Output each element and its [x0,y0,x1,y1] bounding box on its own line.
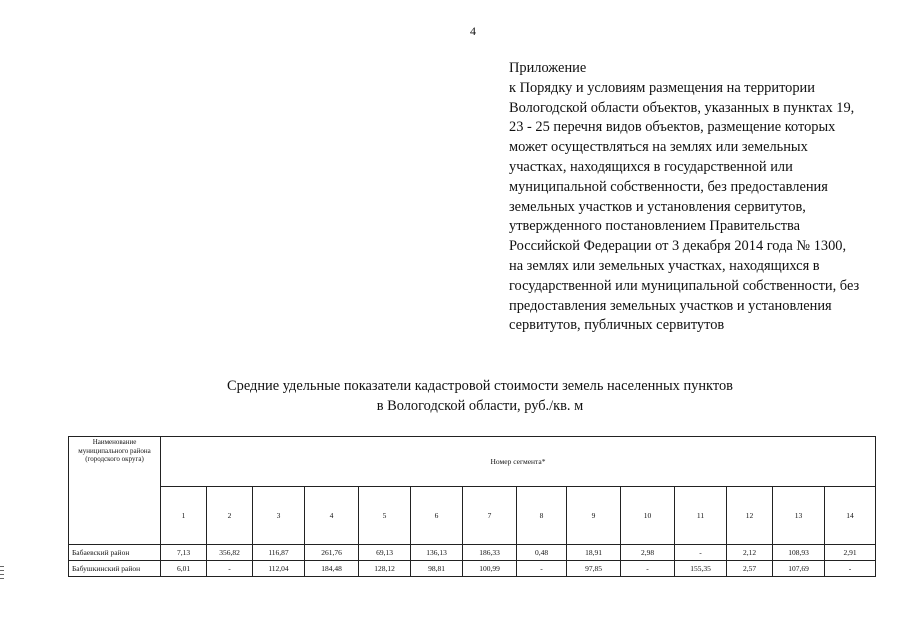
segment-number: 5 [359,487,411,545]
segment-number: 13 [773,487,825,545]
title-line: Средние удельные показатели кадастровой стоимости земель населенных пунктов [227,378,733,394]
scan-mark [0,566,4,567]
segment-number: 8 [517,487,567,545]
appendix-line: к Порядку и условиям размещения на территории [509,79,815,96]
segment-number: 2 [207,487,253,545]
appendix-line: утвержденного постановлением Правительства [509,218,800,235]
table-cell: - [675,545,727,561]
scan-mark [0,578,4,579]
appendix-line: сервитутов, публичных сервитутов [509,317,725,334]
table-cell: 100,99 [463,561,517,577]
table-cell: 18,91 [567,545,621,561]
header-row [69,437,876,487]
appendix-line: Приложение [509,60,587,76]
table-cell: 186,33 [463,545,517,561]
table-cell: 107,69 [773,561,825,577]
table-cell: 184,48 [305,561,359,577]
segment-number: 10 [621,487,675,545]
district-name-header: Наименование муниципального района (городского округа) [69,437,161,545]
appendix-line: муниципальной собственности, без предоставления [509,178,828,195]
table-cell: 2,12 [727,545,773,561]
district-name: Бабушкинский район [69,561,161,577]
table-cell: 112,04 [253,561,305,577]
page-number: 4 [470,24,476,38]
appendix-line: 23 - 25 перечня видов объектов, размещение которых [509,119,836,136]
table-cell: 98,81 [411,561,463,577]
title-line: в Вологодской области, руб./кв. м [376,398,584,414]
segment-number: 7 [463,487,517,545]
table-cell: 0,48 [517,545,567,561]
appendix-line: Российской Федерации от 3 декабря 2014 года № 1300, [509,238,847,255]
table-cell: 2,91 [825,545,876,561]
segment-number: 4 [305,487,359,545]
scan-mark [0,574,4,575]
segment-numbers-row [69,487,876,545]
segment-number: 14 [825,487,876,545]
document-title [150,376,810,416]
segment-number: 1 [161,487,207,545]
appendix-line: может осуществляться на землях или земельных [509,139,808,156]
segment-number: 12 [727,487,773,545]
table-cell: 136,13 [411,545,463,561]
scan-margin-marks [0,566,4,586]
table-cell: 69,13 [359,545,411,561]
appendix-block [509,59,894,336]
table-cell: - [621,561,675,577]
table-cell: 261,76 [305,545,359,561]
appendix-line: предоставления земельных участков и установления [509,297,832,314]
appendix-line: земельных участков и установления сервитутов, [509,198,806,215]
table-row [69,561,876,577]
appendix-line: участках, находящихся в государственной или [509,158,793,175]
district-name: Бабаевский район [69,545,161,561]
table-cell: 116,87 [253,545,305,561]
segment-number: 3 [253,487,305,545]
appendix-line: государственной или муниципальной собственности, без [509,277,860,294]
table-cell: 7,13 [161,545,207,561]
table-cell: 2,57 [727,561,773,577]
table-cell: - [207,561,253,577]
table-cell: - [825,561,876,577]
table-cell: 108,93 [773,545,825,561]
table-cell: 128,12 [359,561,411,577]
cadastral-value-table [68,436,876,577]
appendix-line: Вологодской области объектов, указанных в пунктах 19, [509,99,855,116]
segment-number: 6 [411,487,463,545]
segment-number: 11 [675,487,727,545]
table-cell: 6,01 [161,561,207,577]
table-cell: - [517,561,567,577]
table-cell: 356,82 [207,545,253,561]
segment-number: 9 [567,487,621,545]
table-row [69,545,876,561]
table-cell: 2,98 [621,545,675,561]
appendix-line: на землях или земельных участках, находящихся в [509,257,820,274]
scan-mark [0,570,4,571]
table-cell: 97,85 [567,561,621,577]
table-cell: 155,35 [675,561,727,577]
segment-number-header: Номер сегмента* [161,437,876,487]
